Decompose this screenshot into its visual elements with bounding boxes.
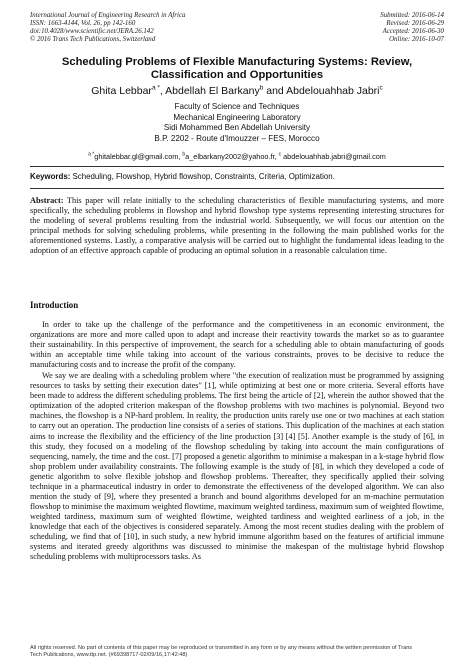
keywords (30, 172, 444, 182)
affiliation-line: Mechanical Engineering Laboratory (173, 112, 301, 122)
divider (30, 188, 444, 189)
affiliation (30, 102, 444, 144)
email-2: a_elbarkany2002@yahoo.fr, (185, 152, 279, 161)
title-line-1: Scheduling Problems of Flexible Manufacturing Systems: Review, (61, 56, 413, 68)
journal-copyright: © 2016 Trans Tech Publications, Switzerland (30, 36, 156, 44)
date-revised: Revised: 2016-06-29 (386, 20, 444, 28)
affiliation-line: B.P. 2202 - Route d'Imouzzer – FES, Morocco (154, 133, 320, 143)
author-1-mark: a * (151, 84, 160, 92)
author-3-mark: c (379, 84, 383, 92)
date-accepted: Accepted: 2016-06-30 (382, 28, 444, 36)
keywords-text: Scheduling, Flowshop, Hybrid flowshop, Constraints, Criteria, Optimization. (70, 172, 335, 181)
paragraph: In order to take up the challenge of the performance and the competitiveness in an economic environment, the organizations are more and more called upon to adapt and increase their reactivity towards the market so as to guarantee their sustainability. In this perspective of improvement, the search for a scheduling able to obtain manufacturing of goods within an acceptable time while taking into account of the various constraints, proves to be decisive to reduce the manufacturing costs and to increase the profit of the company. (30, 320, 444, 370)
footer-line-1: All rights reserved. No part of contents of this paper may be reproduced or transmitted in any form or by any means without the written permission of Trans (30, 645, 413, 651)
author-3: and Abdelouahhab Jabri (263, 85, 380, 97)
email-1: ghitalebbar.gl@gmail.com, (94, 152, 183, 161)
paragraph: We say we are dealing with a scheduling problem where "the execution of realization must be programmed by assigning resources to tasks by setting their execution dates" [1], while optimizing at best one or more criteria. Several efforts have been made to address the different scheduling problems. The first being the article of [2], wherein the author showed that the optimization of the adopted criterion makespan of the flowshop problems with two machines is polynomial. Beyond two machines, the flowshop is a NP-hard problem. In reality, the production units rarely use one or two machines at each station to carry out an operation. The production line consists of a series of stations. This duplication of the machines at each station aims to increase the flexibility and the efficiency of the line production [3] [4] [5]. Another example is the study of [6], in this study, they focused on a modeling of the flowshop scheduling by taking into account the main configurations of sequencing, namely, the time and the cost. [7] proposed a genetic algorithm to minimise a makespan in a k-stage hybrid flow shop problem under availability constraints. The following example is the study of [8], in which they developed a code of genetic algorithm to solve flexible jobshop and flowshop problems. Thereafter, they specifically applied their solving technique in a pharmaceutical industry in order to demonstrate the effectiveness of the developed algorithm. We can also mention the study of [9], where they presented a branch and bound algorithms developed for an m-machine permutation flowshop to minimise the maximum weighted flowtime, maximum weighted tardiness, maximum sum of weighted flowtime, weighted tardiness, maximum sum of weighted flowtime, weighted tardiness and weighted earliness of a job, in the knowledge that each of the objectives is considered separately. Among the most recent studies dealing with the problem of scheduling, we find that of [10], in such study, a new hybrid immune algorithm based on the features of artificial immune systems and iterated greedy algorithms was discussed to minimise the makespan of the multistage hybrid flowshop scheduling problems with multiprocessors tasks. As (30, 371, 444, 562)
author-1: Ghita Lebbar (91, 85, 152, 97)
date-online: Online: 2016-10-07 (389, 36, 444, 44)
header-right (284, 12, 444, 44)
divider (30, 166, 444, 167)
abstract-label: Abstract: (30, 196, 64, 205)
author-list (30, 85, 444, 98)
email-1-mark: a * (88, 151, 95, 158)
introduction-body (30, 320, 444, 563)
journal-issn: ISSN: 1663-4144, Vol. 26, pp 142-160 (30, 20, 136, 28)
keywords-label: Keywords: (30, 172, 71, 181)
journal-name: International Journal of Engineering Research in Africa (30, 12, 186, 19)
abstract-text: This paper will relate initially to the scheduling characteristics of flexible manufacturing systems, and more specifically, the scheduling problems in flowshop and hybrid flowshop type systems representing interesting structures for the modeling of several problems resulting from the industrial world. Subsequently, we will focus our attention on the principal methods for solving scheduling problems, while presenting in the following the main published works for the aforementioned systems. Lastly, a comparative analysis will be carried out to highlight the fundamental ideas leading to the adoption of an effective approach capable of producing an optimal solution in a reasonable calculation time. (30, 196, 444, 256)
journal-doi: doi:10.4028/www.scientific.net/JERA.26.142 (30, 28, 154, 36)
abstract (30, 196, 444, 257)
section-heading-introduction: Introduction (30, 300, 79, 310)
email-3-mark: c (278, 151, 282, 158)
author-2: , Abdellah El Barkany (159, 85, 260, 97)
header-left (30, 12, 270, 44)
paper-title (30, 56, 444, 82)
date-submitted: Submitted: 2016-06-14 (380, 12, 444, 19)
author-emails (30, 152, 444, 161)
copyright-footer (30, 645, 444, 659)
title-line-2: Classification and Opportunities (150, 69, 324, 82)
footer-line-2: Tech Publications, www.ttp.net. (#69398717-02/09/16,17:42:48) (30, 652, 188, 658)
affiliation-line: Faculty of Science and Techniques (174, 102, 300, 111)
author-2-mark: b (259, 84, 264, 92)
email-2-mark: b (182, 151, 186, 158)
email-3: abdelouahhab.jabri@gmail.com (281, 152, 386, 161)
affiliation-line: Sidi Mohammed Ben Abdellah University (163, 123, 311, 133)
